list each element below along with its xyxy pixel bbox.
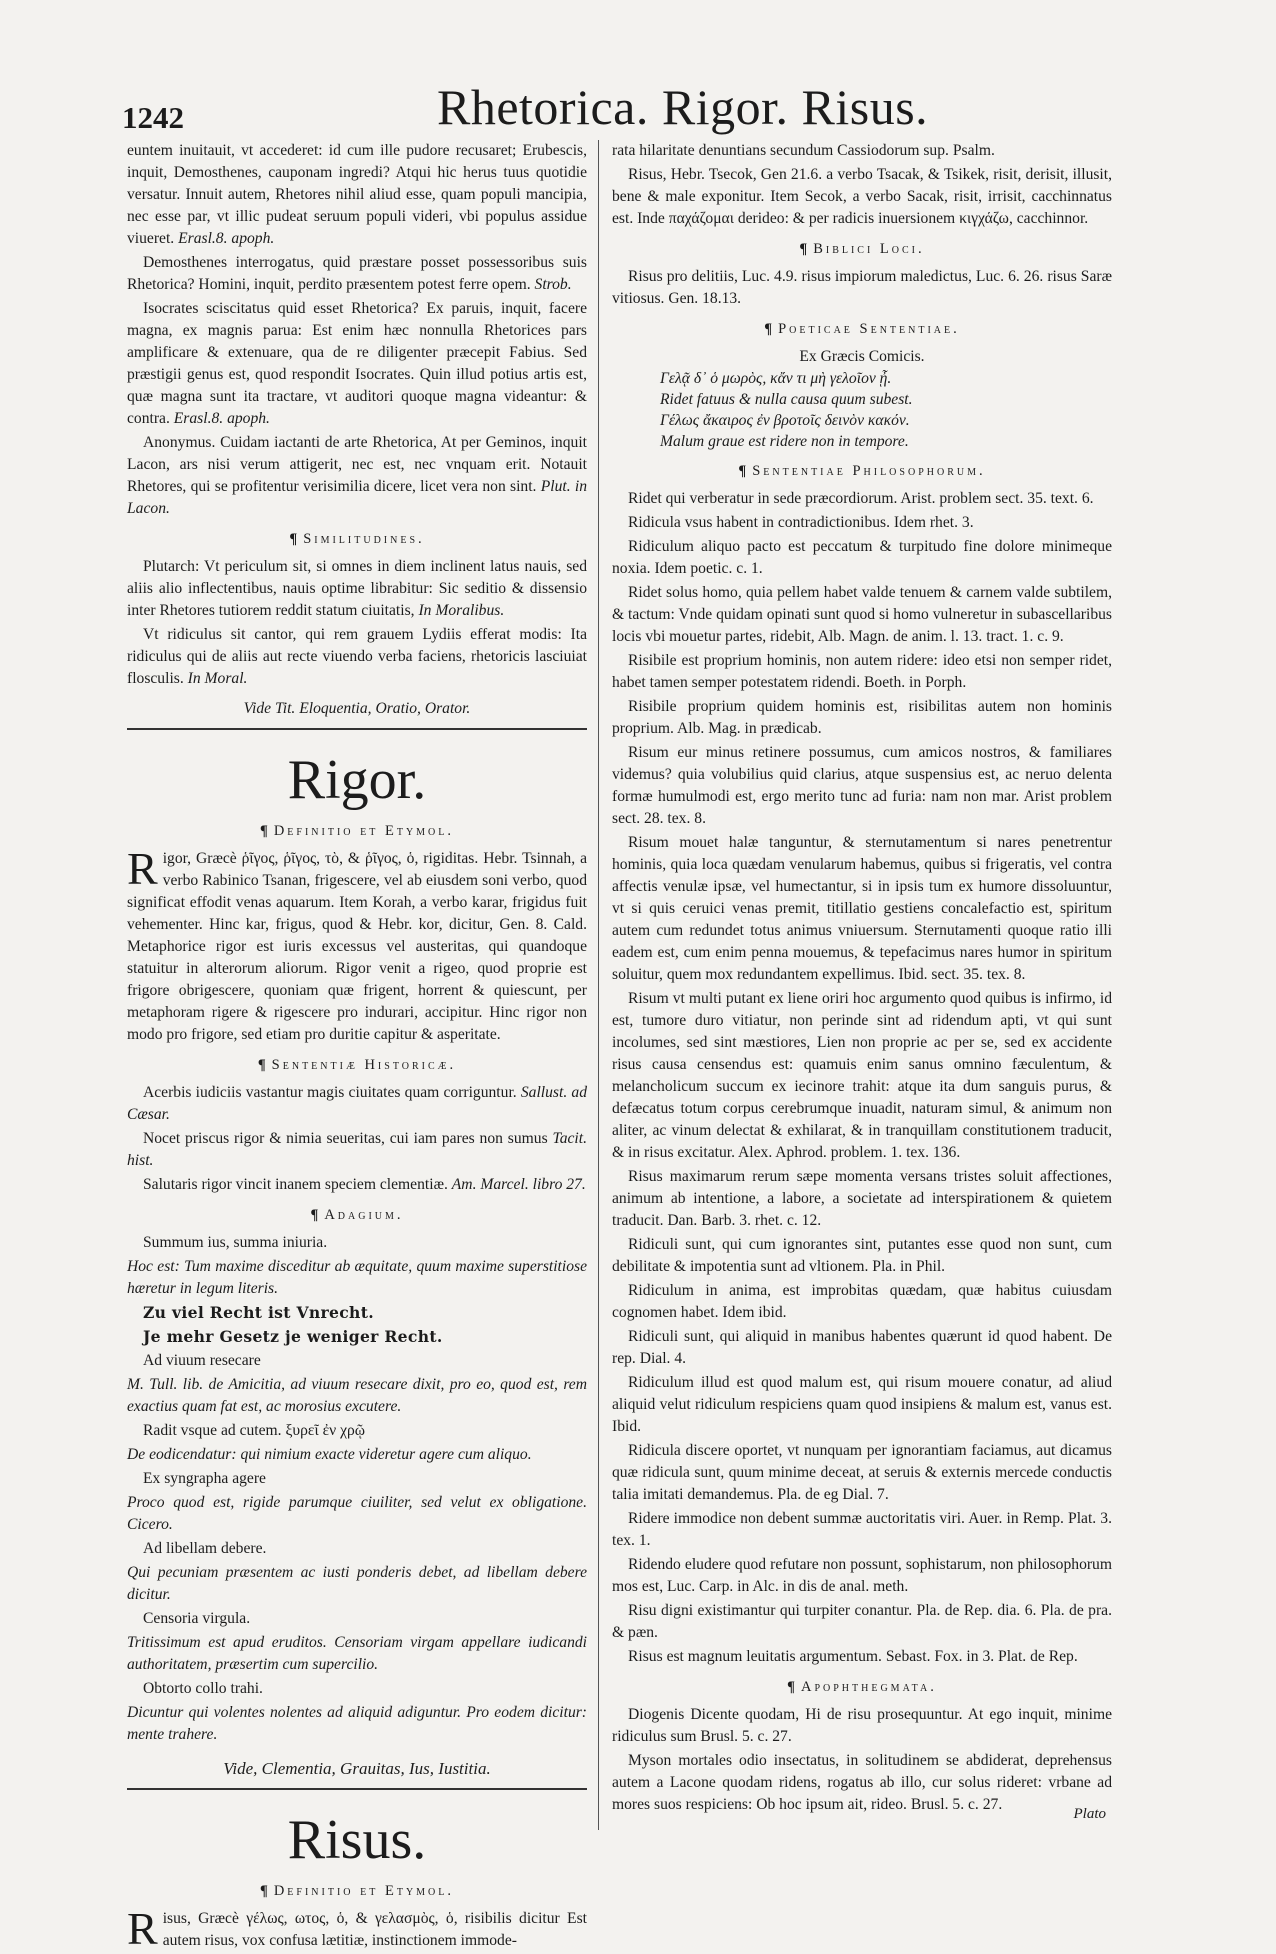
entry-heading-rigor: Rigor. bbox=[287, 749, 427, 811]
sententia: Ridere immodice non debent summæ auctoritatis viri. Auer. in Remp. Plat. 3. tex. 1. bbox=[612, 1510, 1112, 1549]
adage-line: Ex syngrapha agere bbox=[143, 1470, 266, 1487]
sententia: Ridiculum illud est quod malum est, qui risum mouere conatur, ad aliud aliquid velut ridiculum respiciens quam quod insipiens & malum est, vanus est. Ibid. bbox=[612, 1374, 1112, 1435]
sententia: Risus est magnum leuitatis argumentum. Sebast. Fox. in 3. Plat. de Rep. bbox=[628, 1648, 1078, 1665]
right-column bbox=[612, 140, 1112, 1818]
sententia: Risu digni existimantur qui turpiter conantur. Pla. de Rep. dia. 6. Pla. de pra. & pæn. bbox=[612, 1602, 1112, 1641]
paragraph: Risus, Hebr. Tsecok, Gen 21.6. a verbo Tsacak, & Tsikek, risit, derisit, illusit, bene & male exponitur. Item Secok, a verbo Sacak, risit, irrisit, cacchinnatus est. Inde παχάζομαι derideo: & per radicis inuersionem κιγχάζω, cacchinnor. bbox=[612, 166, 1112, 227]
section-heading-apophthegmata: ¶ Apophthegmata. bbox=[787, 1679, 937, 1695]
column-divider bbox=[598, 140, 599, 1830]
adage-line: Je mehr Gesetz je weniger Recht. bbox=[143, 1327, 443, 1346]
paragraph: Anonymus. Cuidam iactanti de arte Rhetorica, At per Geminos, inquit Lacon, ars nisi verum attigerit, nec est, nec vnquam erit. Notauit Rhetores, qui se profitentur verisimilia dicere, licet vera non sint. Plut. in Lacon. bbox=[127, 434, 587, 517]
section-heading-adagium: ¶ Adagium. bbox=[310, 1207, 404, 1223]
apophthegm: Diogenis Dicente quodam, Hi de risu prosequuntur. At ego inquit, minime ridiculus sum Brusl. 5. c. 27. bbox=[612, 1706, 1112, 1745]
adage-line: Zu viel Recht ist Vnrecht. bbox=[143, 1303, 374, 1322]
sententia: Risus maximarum rerum sæpe momenta versans tristes soluit affectiones, animum ab intentione, a labore, a societate ad interspirationem & quietem traducit. Dan. Barb. 3. rhet. c. 12. bbox=[612, 1168, 1112, 1229]
sententia: Risibile est proprium hominis, non autem ridere: ideo etsi non semper ridet, habet tamen semper potestatem ridendi. Boeth. in Porph. bbox=[612, 652, 1112, 691]
adage-line: Radit vsque ad cutem. ξυρεῖ ἐν χρῷ bbox=[143, 1422, 366, 1439]
paragraph: Nocet priscus rigor & nimia seueritas, cui iam pares non sumus Tacit. hist. bbox=[127, 1130, 587, 1169]
adage-line: De eodicendatur: qui nimium exacte videretur agere cum aliquo. bbox=[127, 1446, 532, 1463]
sententia: Ridet solus homo, quia pellem habet valde tenuem & carnem valde subtilem, & tactum: Vnde quidam opinati sunt quod si homo vulneretur in subascellaribus locis vbi mouetur partes, ridebit, Alb. Magn. de anim. l. 13. tract. 1. c. 9. bbox=[612, 584, 1112, 645]
catchword: Plato bbox=[1073, 1806, 1106, 1822]
adage-line: Obtorto collo trahi. bbox=[143, 1680, 263, 1697]
verse-line: Γελᾷ δ᾽ ὁ μωρὸς, κἄν τι μὴ γελοῖον ᾖ. bbox=[660, 370, 892, 387]
sententia: Ridicula vsus habent in contradictionibus. Idem rhet. 3. bbox=[628, 514, 974, 531]
verse-line: Γέλως ἄκαιρος ἐν βροτοῖς δεινὸν κακόν. bbox=[660, 412, 910, 429]
verse-line: Malum graue est ridere non in tempore. bbox=[660, 433, 909, 450]
apophthegm: Myson mortales odio insectatus, in solitudinem se abdiderat, deprehensus autem a Lacone quodam ridens, rogatus ab illo, cur solus rideret: vrbane ad mores suos respiciens: Ob hoc ipsum ait, rideo. Brusl. 5. c. 27. bbox=[612, 1752, 1112, 1813]
adage-line: Qui pecuniam præsentem ac iusti ponderis debet, ad libellam debere dicitur. bbox=[127, 1564, 587, 1603]
section-heading-definitio: ¶ Definitio et Etymol. bbox=[259, 1883, 455, 1899]
section-heading-philosophorum: ¶ Sententiae Philosophorum. bbox=[738, 463, 986, 479]
entry-heading-risus: Risus. bbox=[287, 1809, 427, 1871]
section-heading-poeticae: ¶ Poeticae Sententiae. bbox=[764, 321, 960, 337]
adage-line: Ad viuum resecare bbox=[143, 1352, 261, 1369]
adage-line: M. Tull. lib. de Amicitia, ad viuum resecare dixit, pro eo, quod est, rem exactius quam fat est, ac morosius excutere. bbox=[127, 1376, 587, 1415]
sententia: Risum vt multi putant ex liene oriri hoc argumento quod quibus is infirmo, id est, tumore duro vitiatur, non perinde sint ad ridendum apti, vt qui sunt incolumes, sed sint mæstiores, Lien non proprie ac per se, sed ex accidente risus causa censendus est: quamuis enim sanus omnino fæculentum, & melancholicum succum ex iecinore trahit: atque ita dum sanguis purus, & defæcatus totum corpus cerebrumque inuadit, naturam simul, & animum non aliter, ac vinum delectat & exhilarat, & in tranquillam constitutionem traducit, & in risus excitatur. Alex. Aphrod. problem. 1. tex. 136. bbox=[612, 990, 1112, 1161]
page-header bbox=[122, 78, 1132, 138]
divider bbox=[127, 728, 587, 730]
adage-line: Hoc est: Tum maxime disceditur ab æquitate, quum maxime superstitiose hæretur in legum literis. bbox=[127, 1258, 587, 1297]
sententia: Risum mouet halæ tanguntur, & sternutamentum si nares penetrentur hominis, quia loca quædam venularum habemus, quibus si frigeratis, vel contra affectis venulæ ipsæ, vel humectantur, si in ipsis tum ex humore dissoluuntur, vt si quis ceruici venas premit, titillatio gestiens concalefactio est, spiritum autem cum redundet totus animus vniuersum. Sternutamenti quoque ratio illi eadem est, cum enim penna mouemus, & tepefacimus nares humor in spiritum soluitur, quem mox redundantem expellimus. Ibid. sect. 35. tex. 8. bbox=[612, 834, 1112, 983]
divider bbox=[127, 1788, 587, 1790]
sententia: Ridiculum aliquo pacto est peccatum & turpitudo fine dolore minimeque noxia. Idem poetic. c. 1. bbox=[612, 538, 1112, 577]
adage-line: Proco quod est, rigide parumque ciuiliter, sed velut ex obligatione. Cicero. bbox=[127, 1494, 587, 1533]
sententia: Risibile proprium quidem hominis est, risibilitas autem non hominis proprium. Alb. Mag. in prædicab. bbox=[612, 698, 1112, 737]
adage-line: Ad libellam debere. bbox=[143, 1540, 267, 1557]
paragraph: euntem inuitauit, vt accederet: id cum ille pudore recusaret; Erubescis, inquit, Demosthenes, cauponam ingredi? Atqui hic herus tuus quotidie versatur. Innuit autem, Rhetores nihil aliud esse, quam populi mancipia, nec esse par, vt illic pudeat seruum populi videri, vbi populus assidue viueret. Erasl.8. apoph. bbox=[127, 142, 587, 247]
running-title: Rhetorica. Rigor. Risus. bbox=[437, 79, 929, 135]
paragraph: rata hilaritate denuntians secundum Cassiodorum sup. Psalm. bbox=[612, 142, 995, 159]
paragraph: Salutaris rigor vincit inanem speciem clementiæ. Am. Marcel. libro 27. bbox=[143, 1176, 586, 1193]
sententia: Ridendo eludere quod refutare non possunt, sophistarum, non philosophorum mos est, Luc. Carp. in Alc. in dis de anal. meth. bbox=[612, 1556, 1112, 1595]
definition-paragraph: Rigor, Græcè ῥῖγος, ῥῖγος, τὸ, & ῥῖγος, ὁ, rigiditas. Hebr. Tsinnah, a verbo Rabinico Tsanan, frigescere, vel ab eiusdem soni verbo, quod significat effodit venas aquarum. Item Korah, a verbo karar, frigidus fuit vehementer. Hinc kar, frigus, quod & Hebr. kor, dicitur, Gen. 8. Cald. Metaphorice rigor est iuris excessus vel austeritas, qui quandoque statuitur in alterorum aliorum. Rigor venit a rigeo, quod proprie est frigore obrigescere, quoniam quæ frigent, horrent & quiescunt, per metaphoram rigere & rigescere pro indurari, accipitur. Hinc rigor non modo pro frigore, sed etiam pro duritie capitur & asperitate. bbox=[127, 843, 587, 1043]
sententia: Risum eur minus retinere possumus, cum amicos nostros, & familiares videmus? quia volubilius quid clarius, atque suspensius est, ac neruo delenta formæ humulmodi est, ergo merito tunc ad furia: nam non mar. Arist problem sect. 28. tex. 8. bbox=[612, 744, 1112, 827]
definition-paragraph: Risus, Græcè γέλως, ωτος, ὁ, & γελασμὸς, ὁ, risibilis dicitur Est autem risus, vox confusa lætitiæ, instinctionem immode- bbox=[127, 1903, 587, 1954]
sententia: Ridicula discere oportet, vt nunquam per ignorantiam faciamus, aut dicamus quæ ridicula sunt, quum minime deceat, at seruis & externis mercede conductis talia imitati demandemus. Pla. de eg Dial. 7. bbox=[612, 1442, 1112, 1503]
sententia: Ridiculi sunt, qui cum ignorantes sint, putantes esse quod non sunt, cum debilitate & impotentia sunt ad vltionem. Pla. in Phil. bbox=[612, 1236, 1112, 1275]
left-column bbox=[127, 140, 587, 1954]
section-heading-definitio: ¶ Definitio et Etymol. bbox=[259, 823, 455, 839]
cross-reference: Vide, Clementia, Grauitas, Ius, Iustitia. bbox=[223, 1759, 491, 1778]
section-heading-biblici: ¶ Biblici Loci. bbox=[799, 241, 925, 257]
subheading-ex-graecis: Ex Græcis Comicis. bbox=[799, 348, 925, 365]
sententia: Ridiculum in anima, est improbitas quædam, quæ habitus cuiusdam cognomen habet. Idem ibid. bbox=[612, 1282, 1112, 1321]
adage-line: Censoria virgula. bbox=[143, 1610, 251, 1627]
adage-line: Summum ius, summa iniuria. bbox=[143, 1234, 328, 1251]
verse-line: Ridet fatuus & nulla causa quum subest. bbox=[660, 391, 913, 408]
adage-line: Tritissimum est apud eruditos. Censoriam virgam appellare iudicandi authoritatem, præsertim cum supercilio. bbox=[127, 1634, 587, 1673]
adage-line: Dicuntur qui volentes nolentes ad aliquid adiguntur. Pro eodem dicitur: mente trahere. bbox=[127, 1704, 587, 1743]
paragraph: Plutarch: Vt periculum sit, si omnes in diem inclinent latus nauis, sed aliis alio inflectentibus, nauis optime librabitur: Sic seditio & dissensio inter Rhetores tutiorem reddit statum ciuitatis, In Moralibus. bbox=[127, 558, 587, 619]
sententia: Ridiculi sunt, qui aliquid in manibus habentes quærunt id quod habent. De rep. Dial. 4. bbox=[612, 1328, 1112, 1367]
paragraph: Risus pro delitiis, Luc. 4.9. risus impiorum maledictus, Luc. 6. 26. risus Saræ vitiosus. Gen. 18.13. bbox=[612, 268, 1112, 307]
page-number: 1242 bbox=[122, 100, 184, 135]
paragraph: Acerbis iudiciis vastantur magis ciuitates quam corriguntur. Sallust. ad Cæsar. bbox=[127, 1084, 587, 1123]
paragraph: Demosthenes interrogatus, quid præstare posset possessoribus suis Rhetorica? Homini, inquit, perdito præsentem potest ferre opem. Strob. bbox=[127, 254, 587, 293]
paragraph: Isocrates sciscitatus quid esset Rhetorica? Ex paruis, inquit, facere magna, ex magnis parua: Est enim hæc nonnulla Rhetorices pars amplificare & extenuare, qua de re diligenter præcepit Fabius. Sed præstigii genus est, quod respondit Isocrates. Quin illud potius artis est, quæ magna sunt ita tractare, vt auditori quoque magna videantur: & contra. Erasl.8. apoph. bbox=[127, 300, 587, 427]
sententia: Ridet qui verberatur in sede præcordiorum. Arist. problem sect. 35. text. 6. bbox=[628, 490, 1094, 507]
paragraph: Vt ridiculus sit cantor, qui rem grauem Lydiis efferat modis: Ita ridiculus qui de aliis aut recte viuendo verba faciens, rhetoricis lasciuiat flosculis. In Moral. bbox=[127, 626, 587, 687]
section-heading-similitudines: ¶ Similitudines. bbox=[289, 531, 425, 547]
section-heading-historicae: ¶ Sententiæ Historicæ. bbox=[257, 1057, 457, 1073]
cross-reference: Vide Tit. Eloquentia, Oratio, Orator. bbox=[243, 700, 471, 717]
